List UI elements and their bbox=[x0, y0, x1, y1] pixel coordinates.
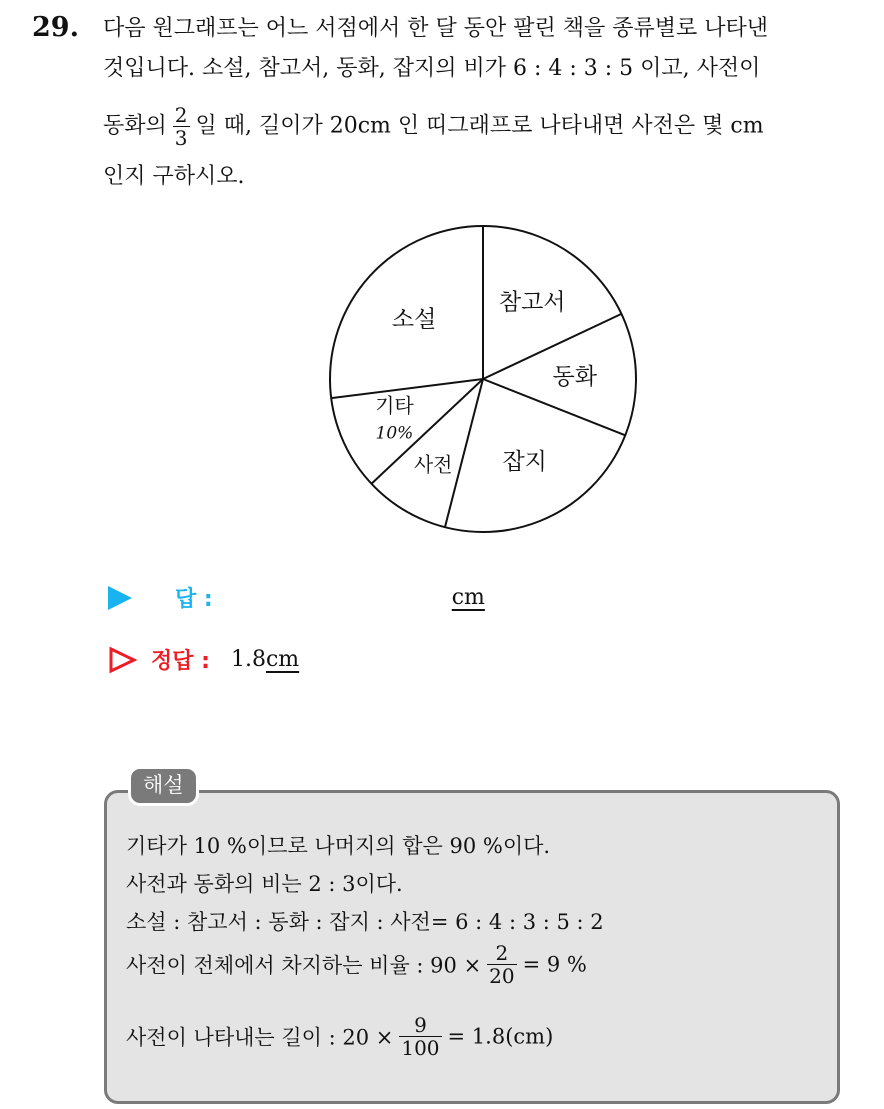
pie-slice-label: 사전 bbox=[413, 452, 453, 477]
question-line-4: 인지 구하시오. bbox=[103, 164, 245, 189]
pie-slice-percent-label: 10% bbox=[375, 423, 414, 444]
pie-slice-label: 참고서 bbox=[498, 289, 566, 316]
solution-line-1: 기타가 10 %이므로 나머지의 합은 90 %이다. bbox=[126, 834, 551, 858]
answer-row bbox=[108, 582, 485, 613]
solution-line-4-post: = 9 % bbox=[522, 952, 587, 977]
fraction-denominator: 3 bbox=[174, 126, 188, 150]
answer-arrow-icon bbox=[108, 586, 132, 610]
solution-line-3: 소설 : 참고서 : 동화 : 잡지 : 사전= 6 : 4 : 3 : 5 : 2 bbox=[126, 910, 604, 934]
fraction-numerator: 9 bbox=[414, 1013, 427, 1037]
answer-label: 답 : bbox=[175, 587, 213, 612]
fraction-numerator: 2 bbox=[495, 941, 509, 965]
pie-chart bbox=[320, 222, 650, 542]
answer-unit: cm bbox=[451, 585, 485, 610]
pie-slice-label: 소설 bbox=[391, 306, 437, 333]
solution-line-5 bbox=[126, 1014, 553, 1059]
fraction-numerator: 2 bbox=[174, 103, 188, 127]
solution-line-2: 사전과 동화의 비는 2 : 3이다. bbox=[126, 872, 403, 896]
correct-answer-label: 정답 : bbox=[151, 649, 210, 674]
question-fraction bbox=[173, 104, 190, 149]
solution-line-5-pre: 사전이 나타내는 길이 : 20 × bbox=[126, 1025, 394, 1050]
question-number: 29. bbox=[32, 12, 79, 43]
solution-fraction-1 bbox=[487, 942, 516, 987]
question-line-3-pre: 동화의 bbox=[103, 113, 167, 139]
correct-answer-row bbox=[108, 644, 299, 675]
solution-tag: 해설 bbox=[128, 766, 199, 806]
solution-line-4 bbox=[126, 942, 587, 987]
solution-fraction-2 bbox=[399, 1014, 441, 1059]
question-line-1: 다음 원그래프는 어느 서점에서 한 달 동안 팔린 책을 종류별로 나타낸 bbox=[103, 16, 768, 41]
solution-line-5-post: = 1.8(cm) bbox=[447, 1024, 554, 1049]
fraction-denominator: 100 bbox=[401, 1036, 440, 1060]
pie-slice-label: 잡지 bbox=[502, 448, 547, 475]
question-line-3 bbox=[103, 104, 764, 149]
question-line-3-post: 일 때, 길이가 20cm 인 띠그래프로 나타내면 사전은 몇 cm bbox=[195, 113, 764, 139]
correct-answer-value: 1.8 bbox=[230, 647, 266, 672]
solution-line-4-pre: 사전이 전체에서 차지하는 비율 : 90 × bbox=[126, 953, 482, 978]
correct-arrow-icon bbox=[108, 646, 138, 674]
question-line-2: 것입니다. 소설, 참고서, 동화, 잡지의 비가 6 : 4 : 3 : 5 이고, 사전이 bbox=[103, 56, 761, 81]
fraction-denominator: 20 bbox=[489, 964, 515, 988]
correct-answer-unit: cm bbox=[265, 647, 300, 672]
pie-slice-label: 동화 bbox=[552, 364, 597, 391]
pie-slice-label: 기타 bbox=[375, 393, 414, 418]
